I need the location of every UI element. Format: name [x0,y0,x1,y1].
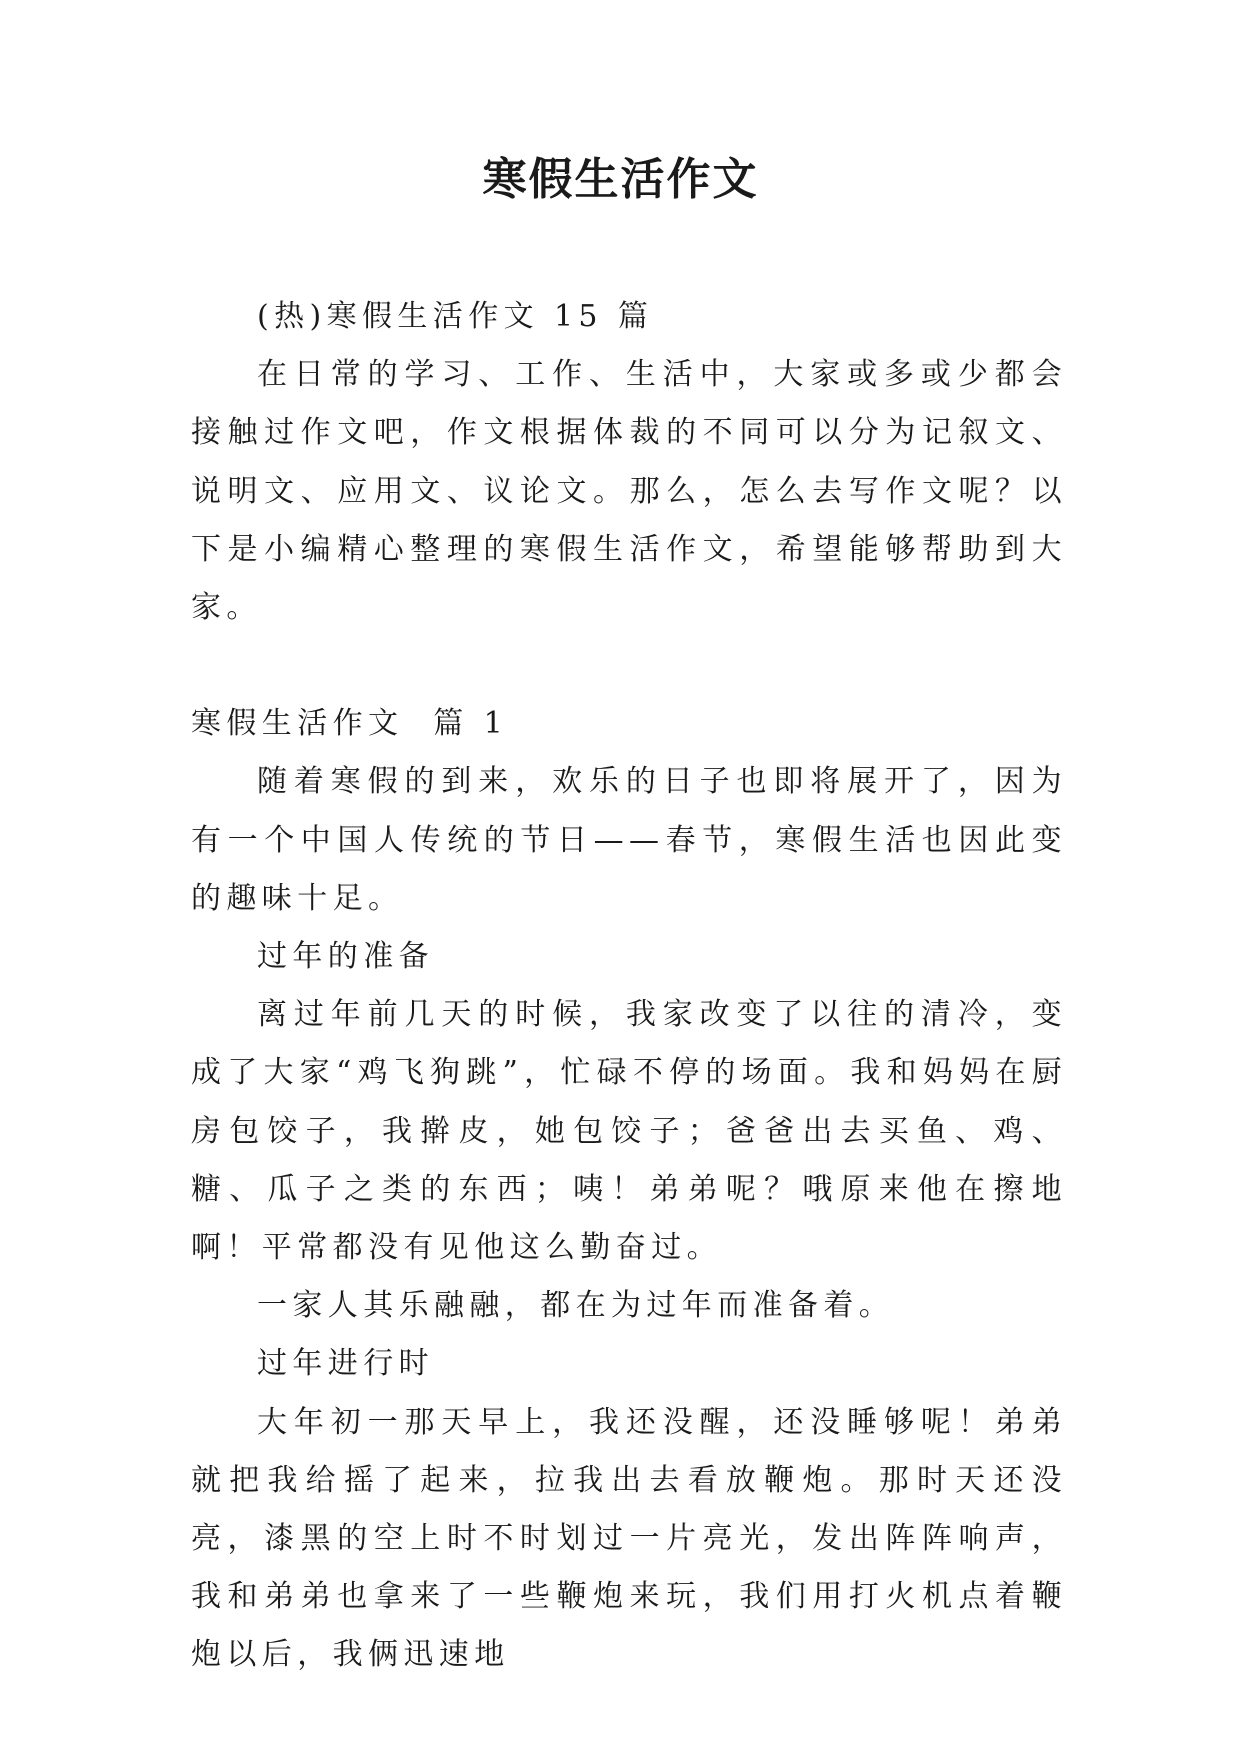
subtitle-line: (热)寒假生活作文 15 篇 [257,299,654,334]
section-gap [191,637,1067,695]
paragraph: 随着寒假的到来，欢乐的日子也即将展开了，因为有一个中国人传统的节日——春节，寒假生活也因此变的趣味十足。 [191,764,1067,916]
paragraph: 大年初一那天早上，我还没醒，还没睡够呢！弟弟就把我给摇了起来，拉我出去看放鞭炮。那时天还没亮，漆黑的空上时不时划过一片亮光，发出阵阵响声，我和弟弟也拿来了一些鞭炮来玩，我们用打火机点着鞭炮以后，我俩迅速地 [191,1404,1067,1673]
document-title: 寒假生活作文 [482,154,759,205]
paragraph: 离过年前几天的时候，我家改变了以往的清冷，变成了大家“鸡飞狗跳”，忙碌不停的场面。我和妈妈在厨房包饺子，我擀皮，她包饺子；爸爸出去买鱼、鸡、糖、瓜子之类的东西；咦！弟弟呢？哦原来他在擦地啊！平常都没有见他这么勤奋过。 [191,997,1067,1266]
subheading-in-progress: 过年进行时 [257,1346,434,1382]
document-body [191,288,1067,1685]
intro-paragraph: 在日常的学习、工作、生活中，大家或多或少都会接触过作文吧，作文根据体裁的不同可以分为记叙文、说明文、应用文、议论文。那么，怎么去写作文呢？以下是小编精心整理的寒假生活作文，希望能够帮助到大家。 [191,357,1067,626]
section-heading: 寒假生活作文 篇 1 [191,706,509,742]
paragraph: 一家人其乐融融，都在为过年而准备着。 [257,1288,895,1324]
subheading-preparation: 过年的准备 [257,939,434,975]
